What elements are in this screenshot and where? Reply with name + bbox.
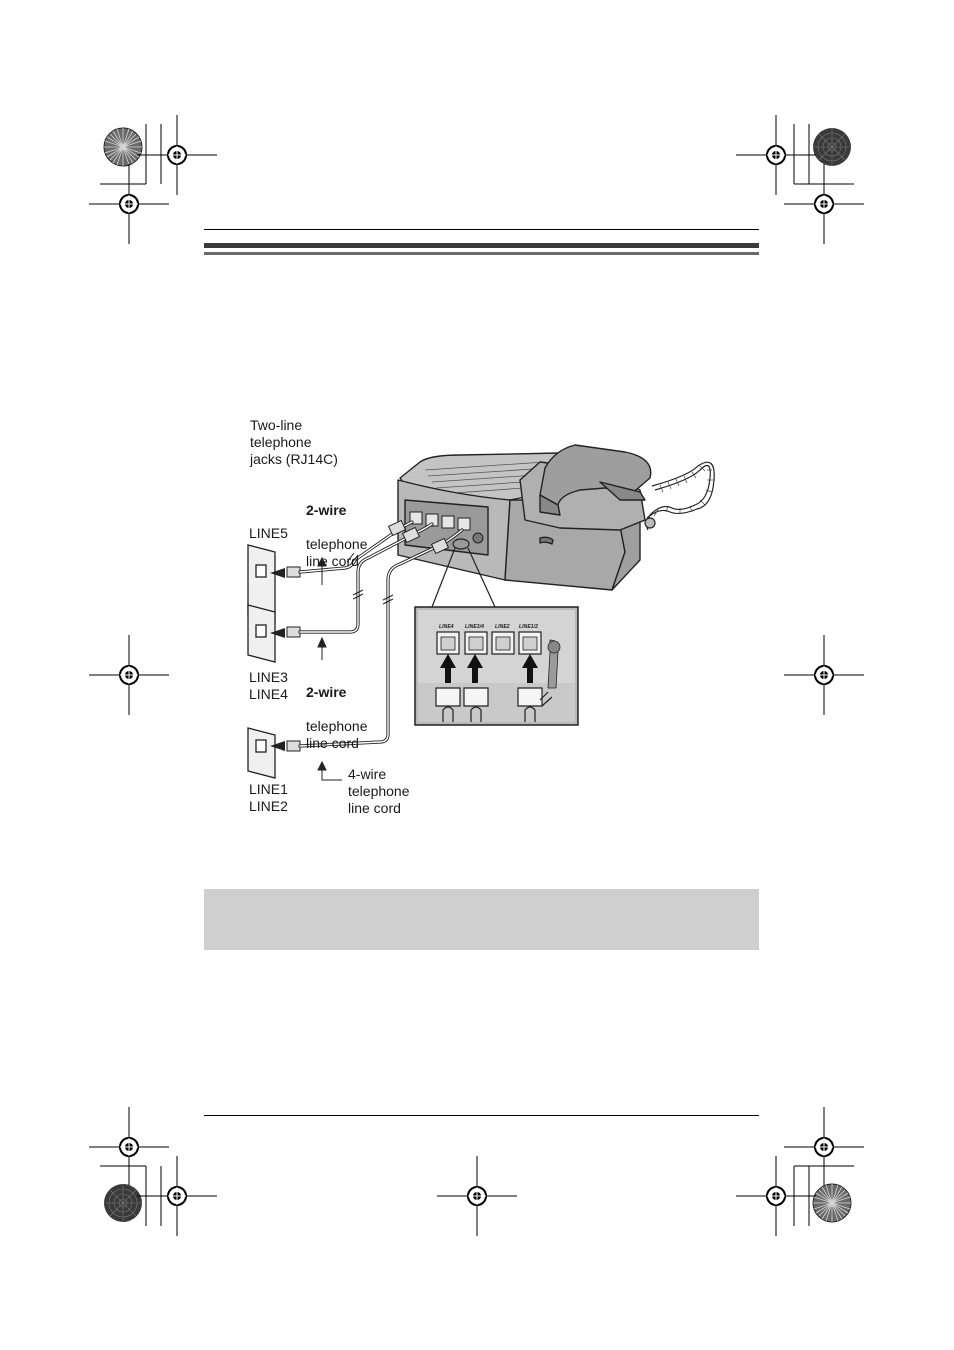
registration-starburst-icon	[813, 1184, 851, 1222]
registration-crosshair-icon	[137, 115, 217, 195]
registration-starburst-icon	[104, 1184, 142, 1222]
label-cord-top	[306, 485, 368, 570]
label-line5: LINE5	[249, 525, 288, 541]
label-cord-mid	[306, 667, 368, 752]
registration-crosshair-icon	[89, 164, 169, 244]
label-cord-top-rest: telephone line cord	[306, 536, 368, 569]
section-band	[204, 889, 759, 950]
header-rule-thin	[204, 229, 759, 230]
label-cord-mid-rest: telephone line cord	[306, 718, 368, 751]
label-cord-top-bold: 2-wire	[306, 502, 347, 518]
registration-crosshair-icon	[89, 1107, 169, 1187]
registration-crosshair-icon	[437, 1156, 517, 1236]
jack-label-line12: LINE1/2	[519, 624, 539, 630]
jack-label-line34: LINE3/4	[465, 624, 485, 630]
wall-plugs	[287, 567, 300, 751]
wall-jack-line34	[248, 605, 275, 662]
label-cord-bottom: 4-wire telephone line cord	[348, 766, 410, 816]
registration-crosshair-icon	[784, 1107, 864, 1187]
jack-label-line4: LINE4	[439, 624, 454, 630]
registration-crosshair-icon	[784, 164, 864, 244]
header-rule-thick	[204, 243, 759, 248]
header-rule-thick-2	[204, 252, 759, 255]
registration-crosshair-icon	[89, 635, 169, 715]
registration-starburst-icon	[813, 128, 851, 166]
registration-crosshair-icon	[784, 635, 864, 715]
footer-rule	[204, 1115, 759, 1116]
registration-crosshair-icon	[736, 1156, 816, 1236]
coiled-handset-cord	[645, 462, 714, 530]
label-jacks: Two-line telephone jacks (RJ14C)	[250, 417, 338, 467]
wall-jack-line12	[248, 728, 275, 778]
registration-starburst-icon	[104, 128, 142, 166]
jack-label-line2: LINE2	[495, 624, 510, 630]
label-cord-mid-bold: 2-wire	[306, 684, 347, 700]
registration-crosshair-icon	[137, 1156, 217, 1236]
label-line12: LINE1 LINE2	[249, 781, 288, 814]
registration-crosshair-icon	[736, 115, 816, 195]
label-line34: LINE3 LINE4	[249, 669, 288, 702]
